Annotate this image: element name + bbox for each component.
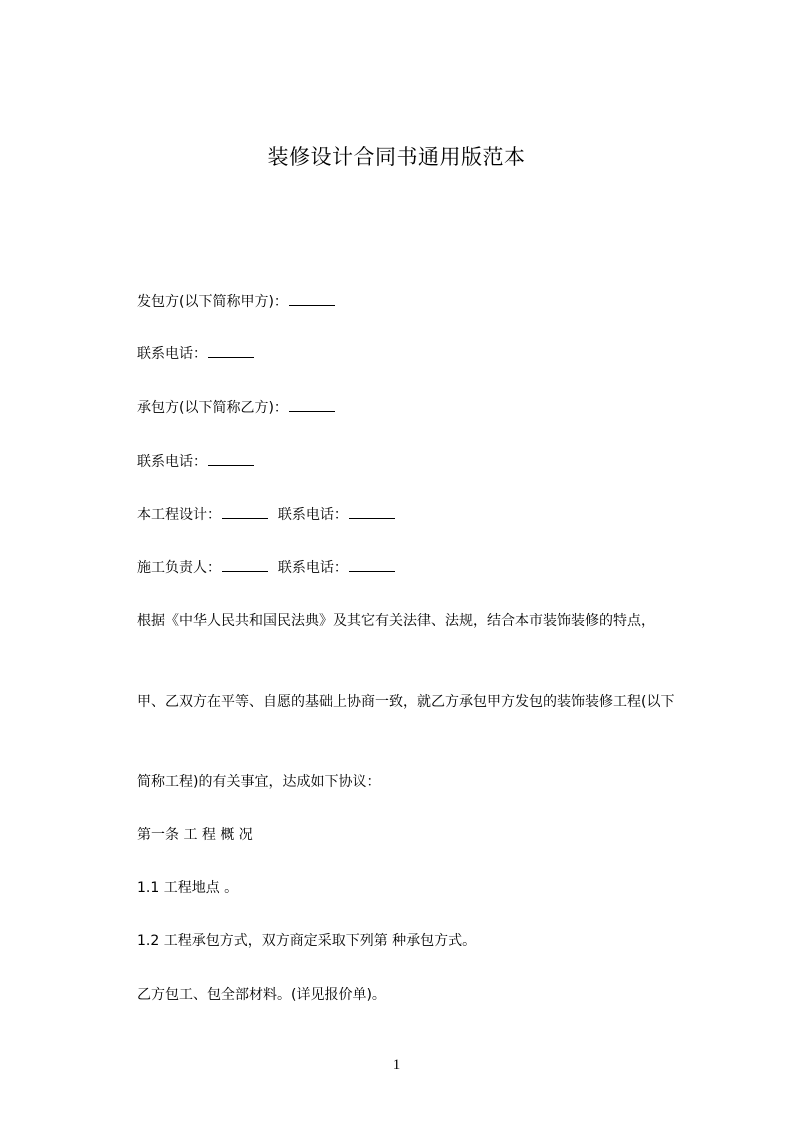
agreement-continuation: 简称工程)的有关事宜，达成如下协议： bbox=[137, 774, 381, 790]
manager-label: 施工负责人： bbox=[137, 560, 221, 576]
party-b-line bbox=[137, 398, 336, 418]
item-1-1: 1.1 工程地点 。 bbox=[137, 880, 239, 896]
article-1-heading: 第一条 工 程 概 况 bbox=[137, 827, 253, 843]
party-a-phone-line bbox=[137, 344, 255, 364]
agreement-paragraph: 甲、乙双方在平等、自愿的基础上协商一致，就乙方承包甲方发包的装饰装修工程(以下 bbox=[137, 694, 675, 710]
party-a-label: 发包方(以下简称甲方)： bbox=[137, 294, 288, 310]
item-1-2: 1.2 工程承包方式，双方商定采取下列第 种承包方式。 bbox=[137, 933, 477, 949]
party-a-phone-label: 联系电话： bbox=[137, 346, 207, 362]
manager-phone-label: 联系电话： bbox=[277, 560, 348, 576]
designer-phone-label: 联系电话： bbox=[277, 507, 348, 523]
party-a-phone-blank bbox=[208, 345, 254, 358]
contract-mode: 乙方包工、包全部材料。(详见报价单)。 bbox=[137, 987, 386, 1003]
party-b-blank bbox=[289, 399, 335, 412]
manager-phone-blank bbox=[349, 559, 395, 572]
party-b-phone-label: 联系电话： bbox=[137, 454, 207, 470]
designer-phone-blank bbox=[349, 506, 395, 519]
page-number: 1 bbox=[392, 1057, 401, 1073]
designer-line bbox=[137, 505, 396, 525]
party-a-line bbox=[137, 292, 336, 312]
party-b-label: 承包方(以下简称乙方)： bbox=[137, 400, 288, 416]
manager-line bbox=[137, 558, 396, 578]
basis-paragraph: 根据《中华人民共和国民法典》及其它有关法律、法规，结合本市装饰装修的特点， bbox=[137, 613, 655, 629]
party-b-phone-line bbox=[137, 452, 255, 472]
document-title: 装修设计合同书通用版范本 bbox=[267, 145, 526, 169]
designer-blank bbox=[222, 506, 268, 519]
manager-blank bbox=[222, 559, 268, 572]
party-a-blank bbox=[289, 293, 335, 306]
designer-label: 本工程设计： bbox=[137, 507, 221, 523]
party-b-phone-blank bbox=[208, 453, 254, 466]
